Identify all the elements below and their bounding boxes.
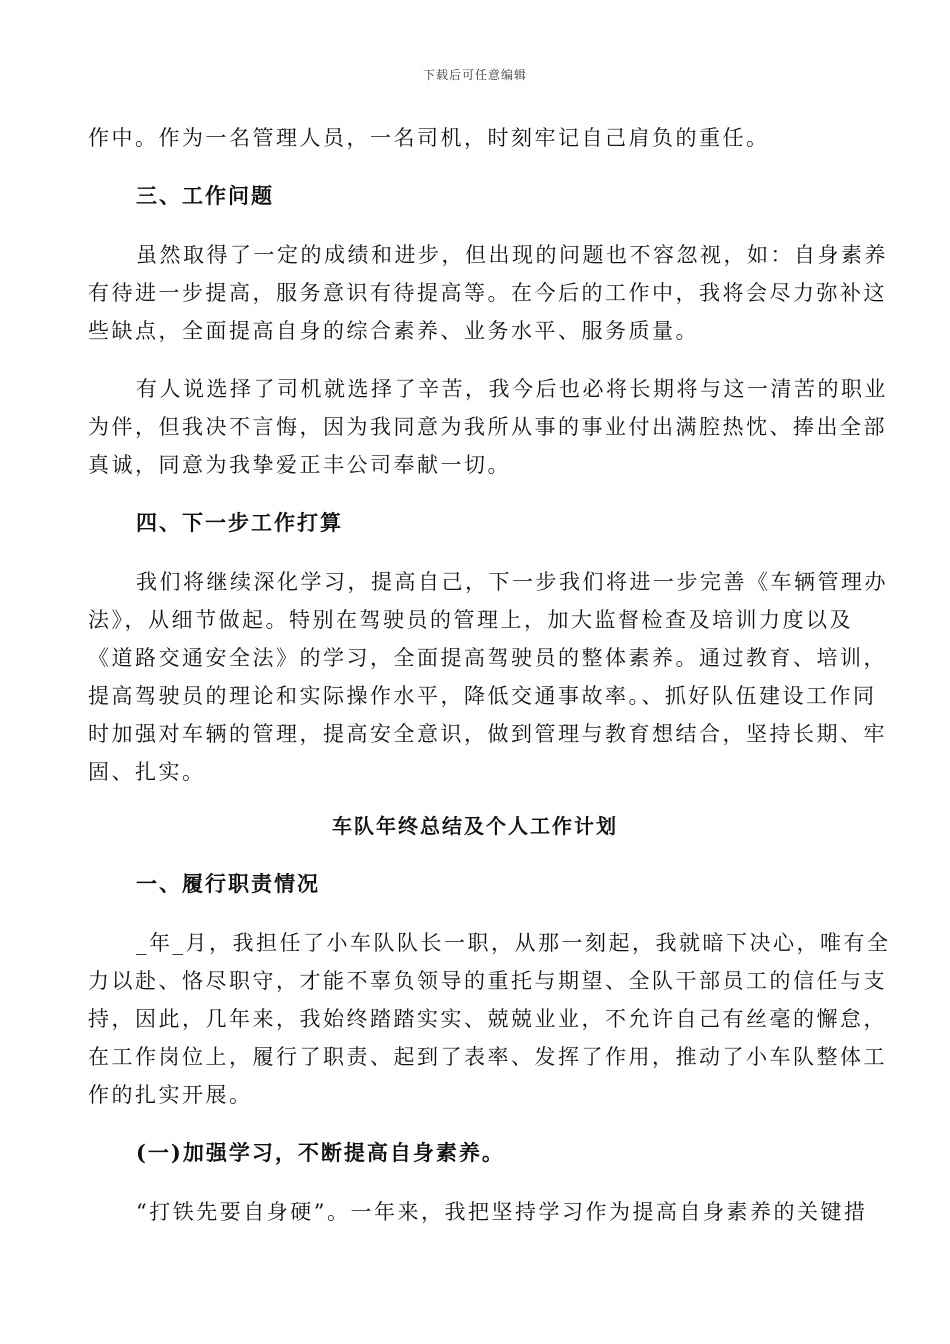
- paragraph-line: 提高驾驶员的理论和实际操作水平，降低交通事故率。、抓好队伍建设工作同: [88, 684, 877, 708]
- paragraph-line: 时加强对车辆的管理，提高安全意识，做到管理与教育想结合，坚持长期、牢: [88, 722, 887, 746]
- paragraph-line: 真诚，同意为我挚爱正丰公司奉献一切。: [88, 453, 511, 477]
- subsection-heading-study: (一)加强学习，不断提高自身素养。: [136, 1140, 505, 1165]
- paragraph-line: 作中。作为一名管理人员，一名司机，时刻牢记自己肩负的重任。: [88, 126, 770, 150]
- paragraph-line: _年_月，我担任了小车队队长一职，从那一刻起，我就暗下决心，唯有全: [136, 931, 891, 955]
- section-heading-next-plan: 四、下一步工作打算: [136, 510, 343, 535]
- section-heading-duties: 一、履行职责情况: [136, 871, 320, 896]
- paragraph-line: 些缺点，全面提高自身的综合素养、业务水平、服务质量。: [88, 319, 699, 343]
- paragraph-line: 法》，从细节做起。特别在驾驶员的管理上，加大监督检查及培训力度以及: [88, 608, 853, 632]
- paragraph-line: 在工作岗位上，履行了职责、起到了表率、发挥了作用，推动了小车队整体工: [88, 1045, 887, 1069]
- paragraph-line: 持，因此，几年来，我始终踏踏实实、兢兢业业，不允许自己有丝毫的懈怠，: [88, 1007, 887, 1031]
- paragraph-line: 虽然取得了一定的成绩和进步，但出现的问题也不容忽视，如：自身素养: [136, 243, 888, 267]
- paragraph-line: 有人说选择了司机就选择了辛苦，我今后也必将长期将与这一清苦的职业: [136, 377, 888, 401]
- header-note: 下载后可任意编辑: [422, 68, 527, 82]
- paragraph-line: 力以赴、恪尽职守，才能不辜负领导的重托与期望、全队干部员工的信任与支: [88, 969, 887, 993]
- paragraph-line: 我们将继续深化学习，提高自己，下一步我们将进一步完善《车辆管理办: [136, 570, 888, 594]
- paragraph-line: 作的扎实开展。: [88, 1083, 253, 1107]
- paragraph-line: 为伴，但我决不言悔，因为我同意为我所从事的事业付出满腔热忱、捧出全部: [88, 415, 887, 439]
- paragraph-line: 固、扎实。: [88, 760, 206, 784]
- paragraph-line: “打铁先要自身硬”。一年来，我把坚持学习作为提高自身素养的关键措: [136, 1200, 868, 1224]
- section-heading-work-problems: 三、工作问题: [136, 183, 274, 208]
- paragraph-line: 有待进一步提高，服务意识有待提高等。在今后的工作中，我将会尽力弥补这: [88, 281, 887, 305]
- document-title: 车队年终总结及个人工作计划: [332, 814, 618, 838]
- paragraph-line: 《道路交通安全法》的学习，全面提高驾驶员的整体素养。通过教育、培训，: [88, 646, 887, 670]
